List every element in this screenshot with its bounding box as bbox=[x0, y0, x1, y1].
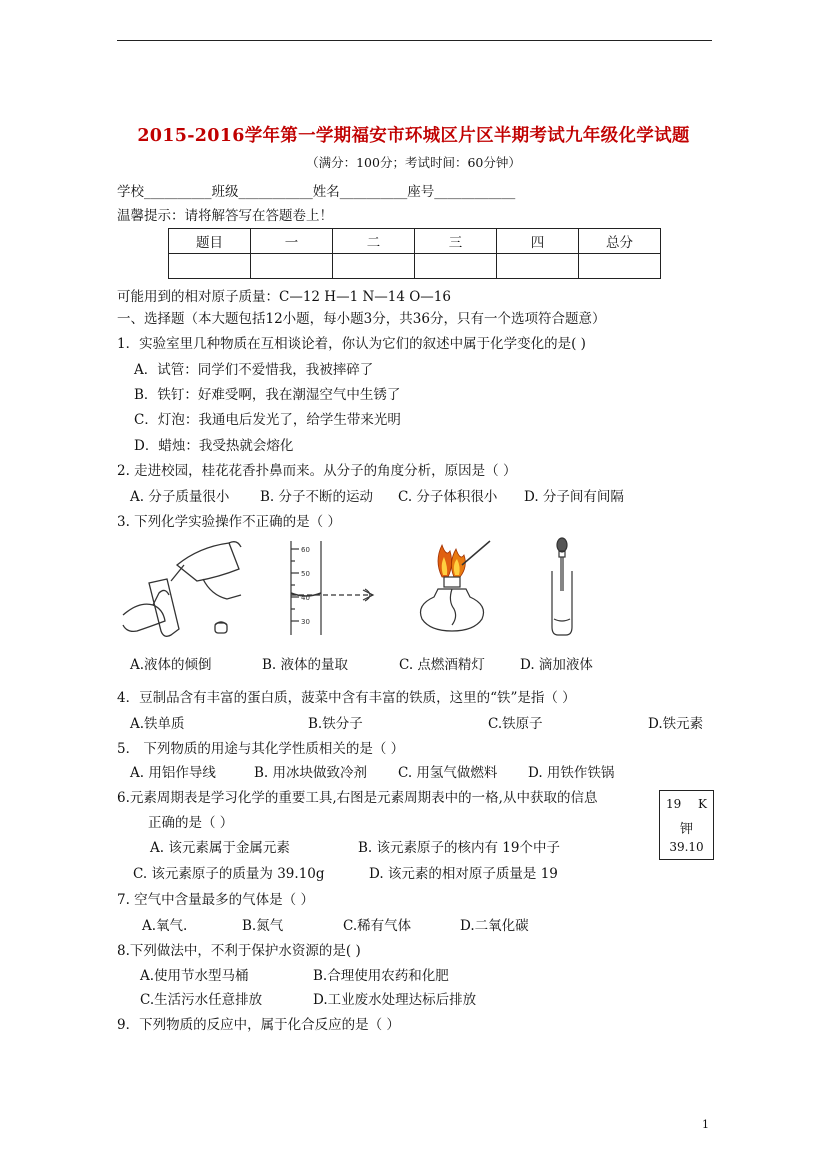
score-header-cell: 三 bbox=[415, 229, 497, 254]
option-d: D．蜡烛：我受热就会熔化 bbox=[134, 438, 294, 454]
question-stem: 8.下列做法中，不利于保护水资源的是( ) bbox=[117, 943, 361, 959]
option-d: D. 滴加液体 bbox=[520, 657, 593, 673]
score-header-cell: 题目 bbox=[169, 229, 251, 254]
question-stem: 2. 走进校园，桂花花香扑鼻而来。从分子的角度分析，原因是（ ） bbox=[117, 463, 517, 479]
question-stem: 7. 空气中含量最多的气体是（ ） bbox=[117, 892, 314, 908]
score-header-cell: 总分 bbox=[579, 229, 661, 254]
option-b: B. 液体的量取 bbox=[262, 657, 349, 673]
measuring-cylinder-figure bbox=[277, 535, 387, 640]
lab-figures bbox=[117, 535, 717, 645]
score-cell bbox=[333, 254, 415, 279]
option-d: D.工业废水处理达标后排放 bbox=[313, 992, 477, 1008]
option-c: C.铁原子 bbox=[488, 716, 543, 732]
cylinder-tick-label: 50 bbox=[301, 570, 310, 578]
alcohol-lamp-figure bbox=[412, 535, 502, 640]
option-a: A.氧气. bbox=[142, 918, 188, 934]
header-rule bbox=[117, 40, 712, 41]
option-c: C. 用氢气做燃料 bbox=[398, 765, 498, 781]
question-stem: 1．实验室里几种物质在互相谈论着，你认为它们的叙述中属于化学变化的是( ) bbox=[117, 336, 586, 352]
option-c: C.生活污水任意排放 bbox=[140, 992, 263, 1008]
option-c: C. 点燃酒精灯 bbox=[399, 657, 485, 673]
question-stem: 4．豆制品含有丰富的蛋白质，菠菜中含有丰富的铁质，这里的“铁”是指（ ） bbox=[117, 690, 576, 706]
atomic-number: 19 bbox=[666, 797, 682, 811]
score-table bbox=[168, 228, 661, 279]
page-number: 1 bbox=[702, 1118, 709, 1131]
cylinder-tick-label: 60 bbox=[301, 546, 310, 554]
option-c: C. 分子体积很小 bbox=[398, 489, 498, 505]
question-stem-continued: 正确的是（ ） bbox=[148, 815, 234, 831]
option-a: A. 用铝作导线 bbox=[130, 765, 216, 781]
option-c: C. 该元素原子的质量为 39.10g bbox=[133, 866, 325, 882]
exam-title: 2015-2016学年第一学期福安市环城区片区半期考试九年级化学试题 bbox=[137, 126, 690, 146]
option-b: B．铁钉：好难受啊，我在潮湿空气中生锈了 bbox=[134, 387, 401, 403]
score-cell bbox=[169, 254, 251, 279]
question-stem: 9．下列物质的反应中，属于化合反应的是（ ） bbox=[117, 1017, 400, 1033]
atomic-masses: 可能用到的相对原子质量：C—12 H—1 N—14 O—16 bbox=[117, 289, 451, 305]
score-header-cell: 二 bbox=[333, 229, 415, 254]
option-a: A．试管：同学们不爱惜我，我被摔碎了 bbox=[134, 362, 374, 378]
question-stem: 3. 下列化学实验操作不正确的是（ ） bbox=[117, 514, 341, 530]
option-c: C．灯泡：我通电后发光了，给学生带来光明 bbox=[134, 412, 401, 428]
question-stem: 5． 下列物质的用途与其化学性质相关的是（ ） bbox=[117, 741, 405, 757]
question-stem: 6.元素周期表是学习化学的重要工具,右图是元素周期表中的一格,从中获取的信息 bbox=[117, 790, 598, 806]
option-b: B.合理使用农药和化肥 bbox=[313, 968, 449, 984]
element-name: 钾 bbox=[679, 822, 693, 837]
option-d: D.二氧化碳 bbox=[460, 918, 529, 934]
dropper-figure bbox=[532, 535, 592, 640]
score-header-cell: 四 bbox=[497, 229, 579, 254]
option-d: D. 分子间有间隔 bbox=[524, 489, 624, 505]
score-table-header-row bbox=[169, 229, 661, 254]
score-cell bbox=[251, 254, 333, 279]
periodic-table-cell bbox=[659, 790, 714, 860]
option-d: D. 用铁作铁锅 bbox=[528, 765, 615, 781]
student-info-line: 学校__________班级___________姓名__________座号____________ bbox=[117, 184, 516, 200]
score-table-blank-row bbox=[169, 254, 661, 279]
exam-subtitle: （满分：100分；考试时间：60分钟） bbox=[306, 155, 521, 170]
option-d: D. 该元素的相对原子质量是 19 bbox=[369, 866, 558, 882]
option-b: B. 该元素原子的核内有 19个中子 bbox=[358, 840, 560, 856]
option-a: A.使用节水型马桶 bbox=[140, 968, 249, 984]
option-c: C.稀有气体 bbox=[343, 918, 412, 934]
score-header-cell: 一 bbox=[251, 229, 333, 254]
option-a: A. 该元素属于金属元素 bbox=[150, 840, 290, 856]
cylinder-tick-label: 30 bbox=[301, 618, 310, 626]
element-symbol: K bbox=[698, 797, 707, 811]
score-cell bbox=[415, 254, 497, 279]
pouring-liquid-figure bbox=[119, 535, 244, 640]
option-b: B. 分子不断的运动 bbox=[260, 489, 374, 505]
hint-text: 温馨提示：请将解答写在答题卷上！ bbox=[117, 208, 333, 224]
option-d: D.铁元素 bbox=[648, 716, 704, 732]
option-a: A.液体的倾倒 bbox=[130, 657, 212, 673]
atomic-mass: 39.10 bbox=[669, 840, 704, 854]
section-heading: 一、选择题（本大题包括12小题，每小题3分，共36分，只有一个选项符合题意） bbox=[117, 311, 606, 327]
score-cell bbox=[497, 254, 579, 279]
option-b: B.铁分子 bbox=[308, 716, 363, 732]
option-b: B. 用冰块做致冷剂 bbox=[254, 765, 368, 781]
cylinder-tick-label: 40 bbox=[301, 594, 310, 602]
score-cell bbox=[579, 254, 661, 279]
option-a: A.铁单质 bbox=[130, 716, 185, 732]
option-a: A. 分子质量很小 bbox=[130, 489, 230, 505]
option-b: B.氮气 bbox=[242, 918, 284, 934]
